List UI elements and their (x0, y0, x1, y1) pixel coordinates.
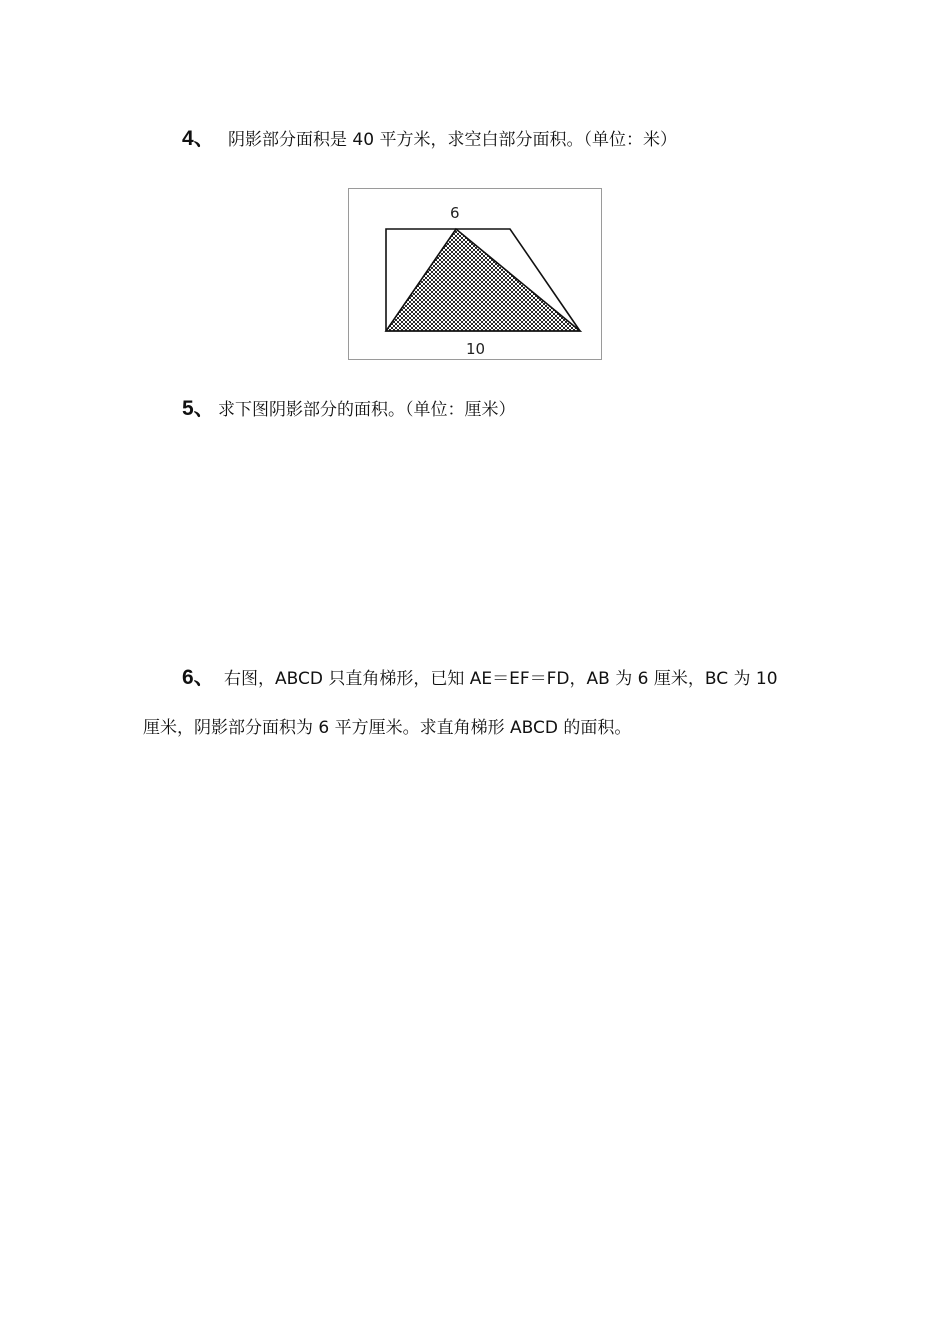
question-6 (182, 667, 778, 690)
question-5 (182, 398, 516, 421)
question-4 (182, 128, 677, 151)
question-6-continued (143, 717, 631, 739)
question-6-text-line2: 厘米，阴影部分面积为 6 平方厘米。求直角梯形 ABCD 的面积。 (143, 718, 632, 738)
question-6-number: 6、 (182, 666, 215, 689)
question-4-number: 4、 (182, 127, 215, 150)
question-6-text-line1: 右图，ABCD 只直角梯形，已知 AE＝EF＝FD，AB 为 6 厘米，BC 为 10 (224, 669, 778, 689)
bottom-base-label: 10 (466, 340, 486, 358)
shaded-triangle (386, 229, 580, 331)
trapezoid-diagram (349, 189, 603, 361)
question-5-text: 求下图阴影部分的面积。（单位：厘米） (218, 400, 516, 420)
question-4-figure (348, 188, 602, 360)
question-5-number: 5、 (182, 397, 215, 420)
top-base-label: 6 (450, 204, 460, 222)
question-4-text: 阴影部分面积是 40 平方米，求空白部分面积。（单位：米） (228, 130, 677, 150)
